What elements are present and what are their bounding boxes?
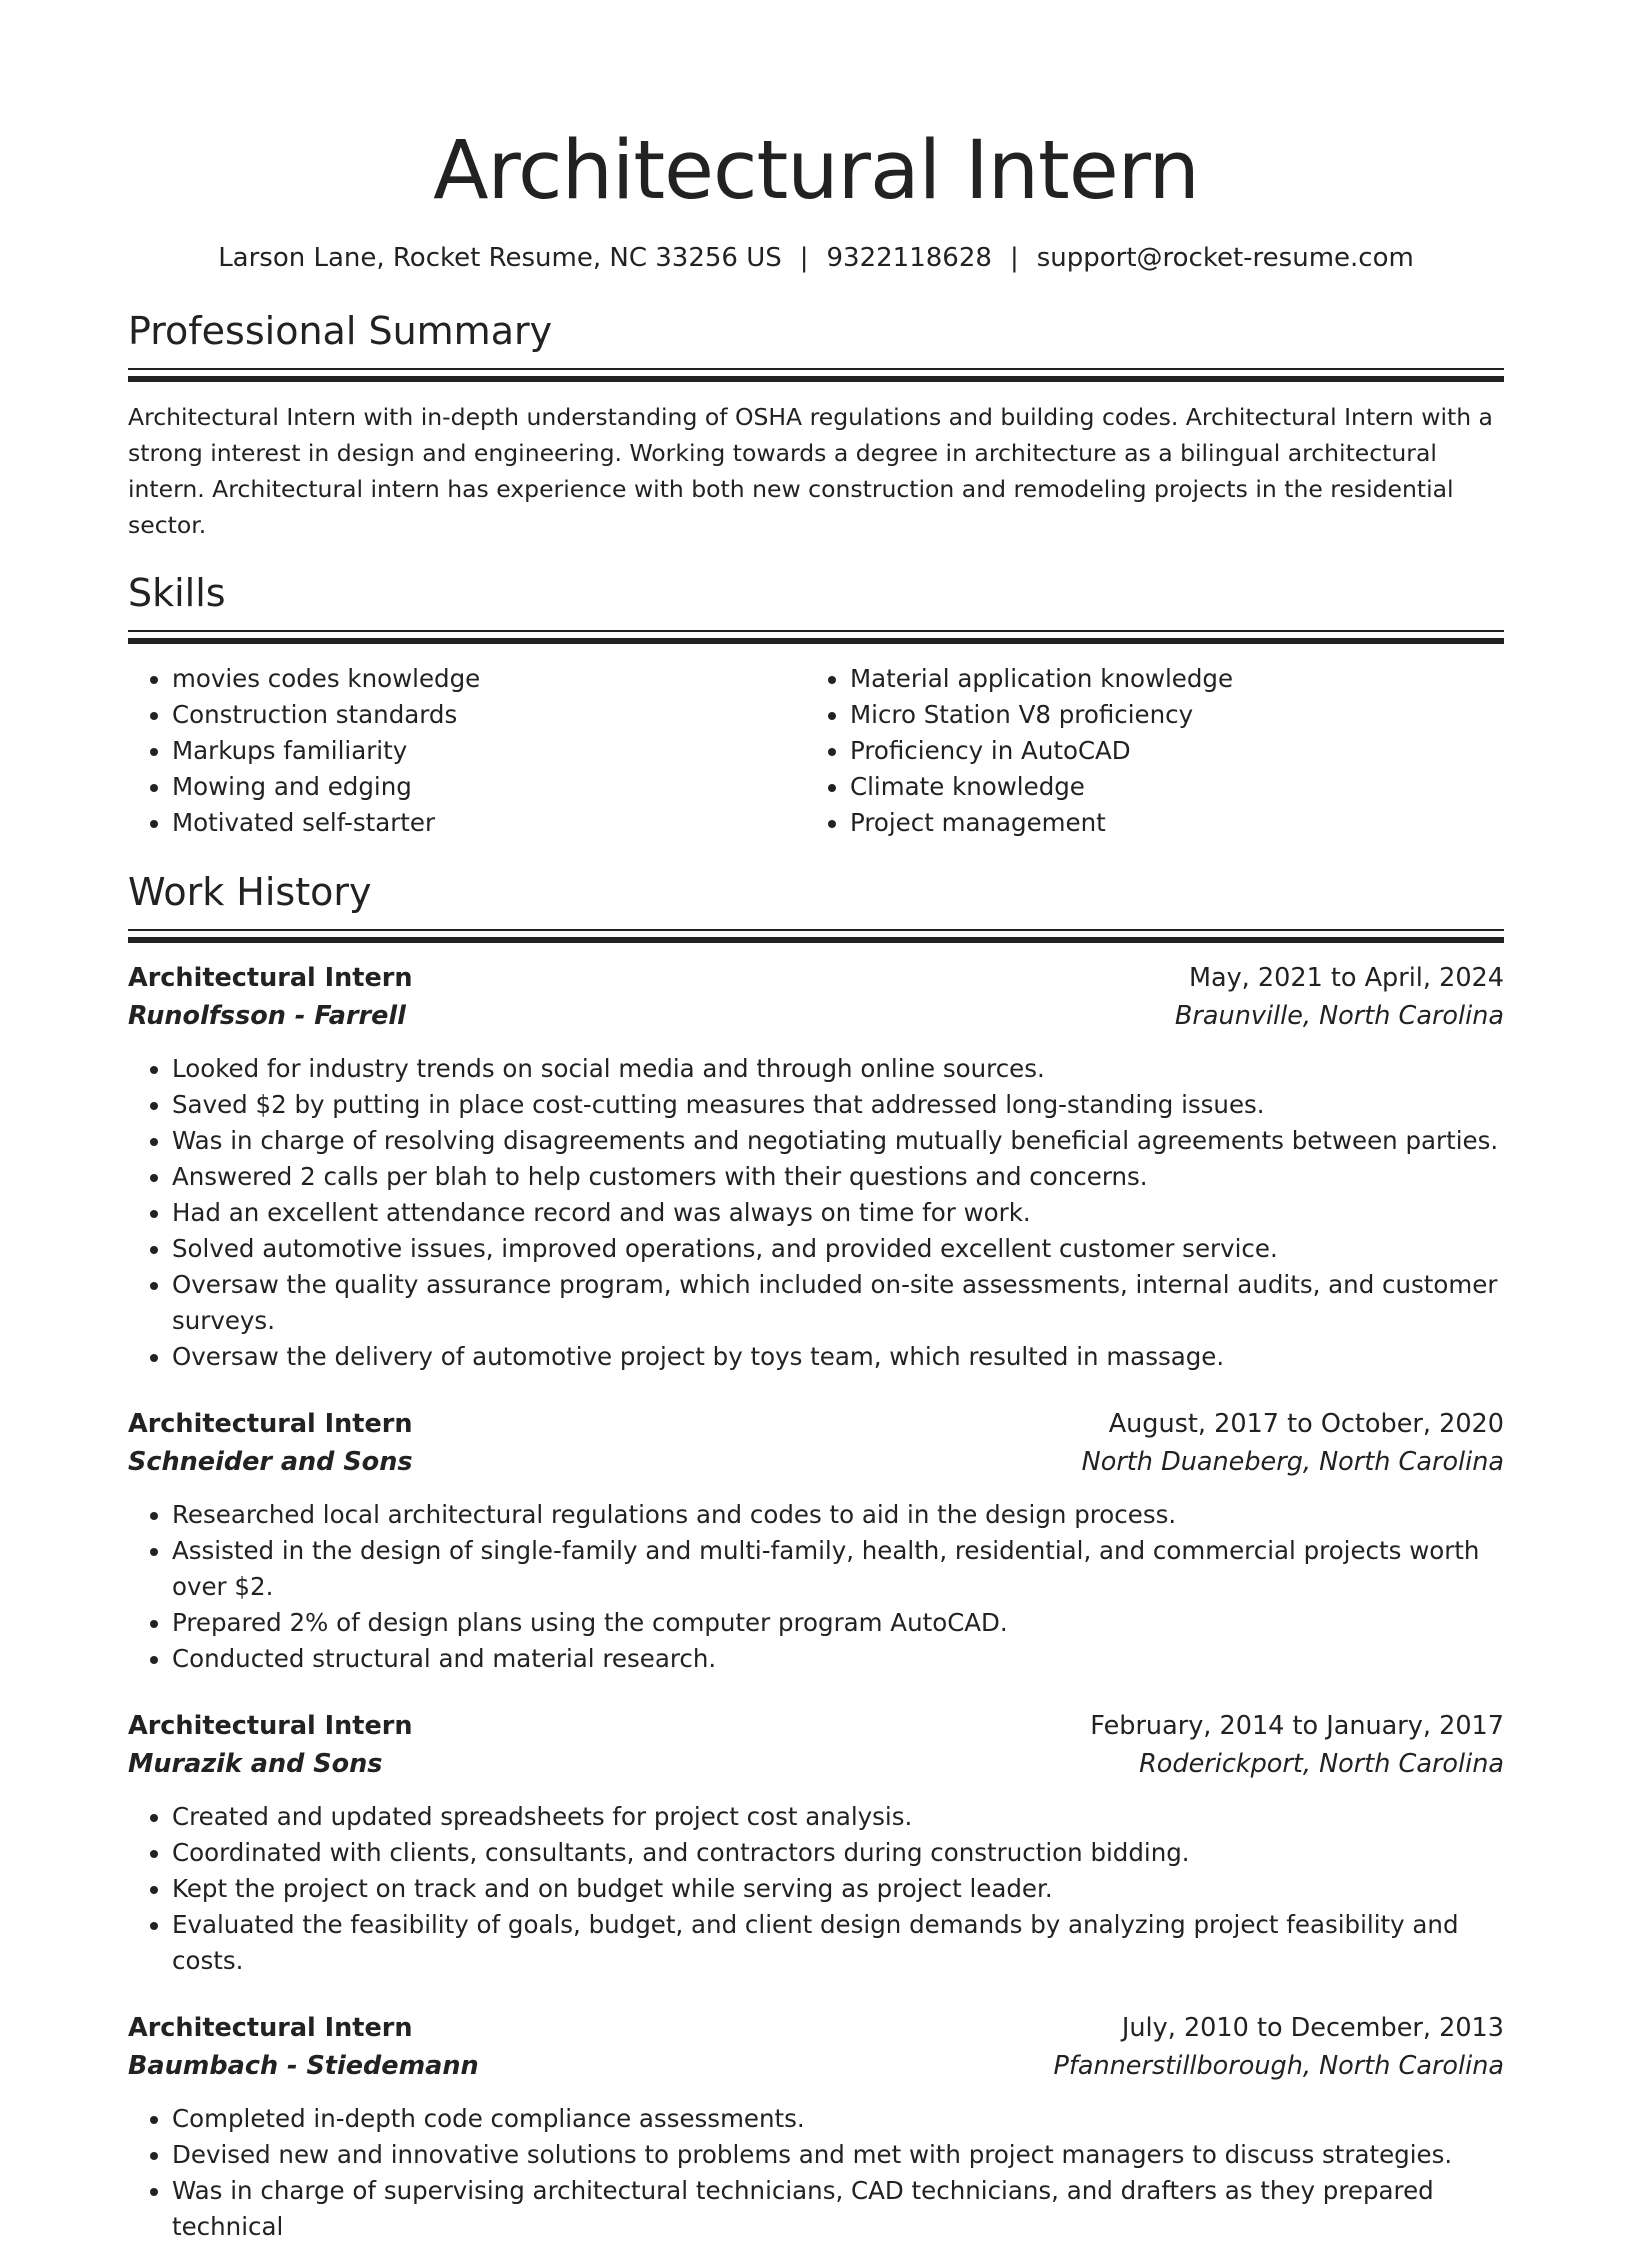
skill-item: • Material application knowledge [850,661,1484,697]
job-title: Architectural Intern [128,1409,413,1439]
skill-item: • Micro Station V8 proficiency [850,697,1484,733]
job-bullet: • Had an excellent attendance record and was always on time for work. [172,1195,1504,1231]
job-location: Braunville, North Carolina [1174,1001,1504,1031]
resume-title: Architectural Intern [433,124,1199,218]
skill-item: • Markups familiarity [172,733,806,769]
job-title: Architectural Intern [128,1711,413,1741]
section-divider [128,368,1504,370]
section-divider-thick [128,638,1504,644]
job-bullets [128,1799,1504,1979]
job-bullet: • Prepared 2% of design plans using the computer program AutoCAD. [172,1605,1504,1641]
contact-address: Larson Lane, Rocket Resume, NC 33256 US [218,243,782,273]
skill-item: • Construction standards [172,697,806,733]
job-company-row [128,1443,1504,1481]
summary-text: Architectural Intern with in-depth understanding of OSHA regulations and building codes. Architectural Intern with a strong interest in design and engineering. Working towards a degree in architecture as a bilingual architectural intern. Architectural intern has experience with both new construction and remodeling projects in the residential sector. [128,403,1493,539]
job-dates: February, 2014 to January, 2017 [1090,1711,1504,1741]
job-bullet: • Saved $2 by putting in place cost-cutting measures that addressed long-standing issues. [172,1087,1504,1123]
job-bullet: • Assisted in the design of single-family and multi-family, health, residential, and commercial projects worth over $2. [172,1533,1504,1605]
job-bullets [128,1497,1504,1677]
skill-item: • Proficiency in AutoCAD [850,733,1484,769]
job-dates: July, 2010 to December, 2013 [1121,2013,1504,2043]
job-entry [128,1707,1504,1979]
job-company: Murazik and Sons [128,1749,383,1779]
job-bullet: • Coordinated with clients, consultants, and contractors during construction bidding. [172,1835,1504,1871]
job-bullet: • Kept the project on track and on budget while serving as project leader. [172,1871,1504,1907]
job-header-row [128,1707,1504,1745]
job-location: Roderickport, North Carolina [1139,1749,1504,1779]
skill-item: • movies codes knowledge [172,661,806,697]
job-entry [128,1405,1504,1677]
job-bullet: • Devised new and innovative solutions to problems and met with project managers to discuss strategies. [172,2137,1504,2173]
job-bullets [128,2101,1504,2245]
job-bullet: • Conducted structural and material research. [172,1641,1504,1677]
job-company-row [128,2047,1504,2085]
job-company: Runolfsson - Farrell [128,1001,406,1031]
section-divider [128,929,1504,931]
skill-item: • Project management [850,805,1484,841]
summary-heading: Professional Summary [128,309,553,353]
section-divider-thick [128,376,1504,382]
job-title: Architectural Intern [128,963,413,993]
job-dates: August, 2017 to October, 2020 [1108,1409,1504,1439]
contact-separator: | [799,243,809,273]
job-bullet: • Solved automotive issues, improved operations, and provided excellent customer service. [172,1231,1504,1267]
skills-list-right [806,661,1484,841]
skills-section [128,568,1504,841]
job-bullet: • Researched local architectural regulations and codes to aid in the design process. [172,1497,1504,1533]
work-history-heading: Work History [128,870,372,914]
job-company-row [128,997,1504,1035]
job-bullets [128,1051,1504,1375]
job-company: Schneider and Sons [128,1447,413,1477]
contact-phone: 9322118628 [826,243,992,273]
summary-section [128,306,1504,543]
skill-item: • Motivated self-starter [172,805,806,841]
section-divider [128,630,1504,632]
skills-list-left [128,661,806,841]
job-dates: May, 2021 to April, 2024 [1188,963,1504,993]
contact-email: support@rocket-resume.com [1036,243,1414,273]
job-header-row [128,1405,1504,1443]
job-header-row [128,2009,1504,2047]
work-history-section [128,867,1504,2245]
job-bullet: • Created and updated spreadsheets for project cost analysis. [172,1799,1504,1835]
job-entry [128,959,1504,1375]
job-bullet: • Was in charge of supervising architectural technicians, CAD technicians, and drafters as they prepared technical [172,2173,1504,2245]
job-bullet: • Oversaw the quality assurance program, which included on-site assessments, internal audits, and customer surveys. [172,1267,1504,1339]
job-bullet: • Completed in-depth code compliance assessments. [172,2101,1504,2137]
job-bullet: • Evaluated the feasibility of goals, budget, and client design demands by analyzing project feasibility and costs. [172,1907,1504,1979]
job-bullet: • Oversaw the delivery of automotive project by toys team, which resulted in massage. [172,1339,1504,1375]
skill-item: • Mowing and edging [172,769,806,805]
job-company-row [128,1745,1504,1783]
job-location: North Duaneberg, North Carolina [1081,1447,1504,1477]
job-location: Pfannerstillborough, North Carolina [1053,2051,1504,2081]
section-divider-thick [128,937,1504,943]
job-company: Baumbach - Stiedemann [128,2051,479,2081]
job-header-row [128,959,1504,997]
contact-line [128,240,1504,276]
job-bullet: • Answered 2 calls per blah to help customers with their questions and concerns. [172,1159,1504,1195]
skills-columns [128,661,1504,841]
skills-heading: Skills [128,571,226,615]
job-bullet: • Looked for industry trends on social media and through online sources. [172,1051,1504,1087]
job-title: Architectural Intern [128,2013,413,2043]
job-bullet: • Was in charge of resolving disagreements and negotiating mutually beneficial agreements between parties. [172,1123,1504,1159]
resume-page [128,0,1504,2245]
contact-separator: | [1009,243,1019,273]
skill-item: • Climate knowledge [850,769,1484,805]
job-entry [128,2009,1504,2245]
